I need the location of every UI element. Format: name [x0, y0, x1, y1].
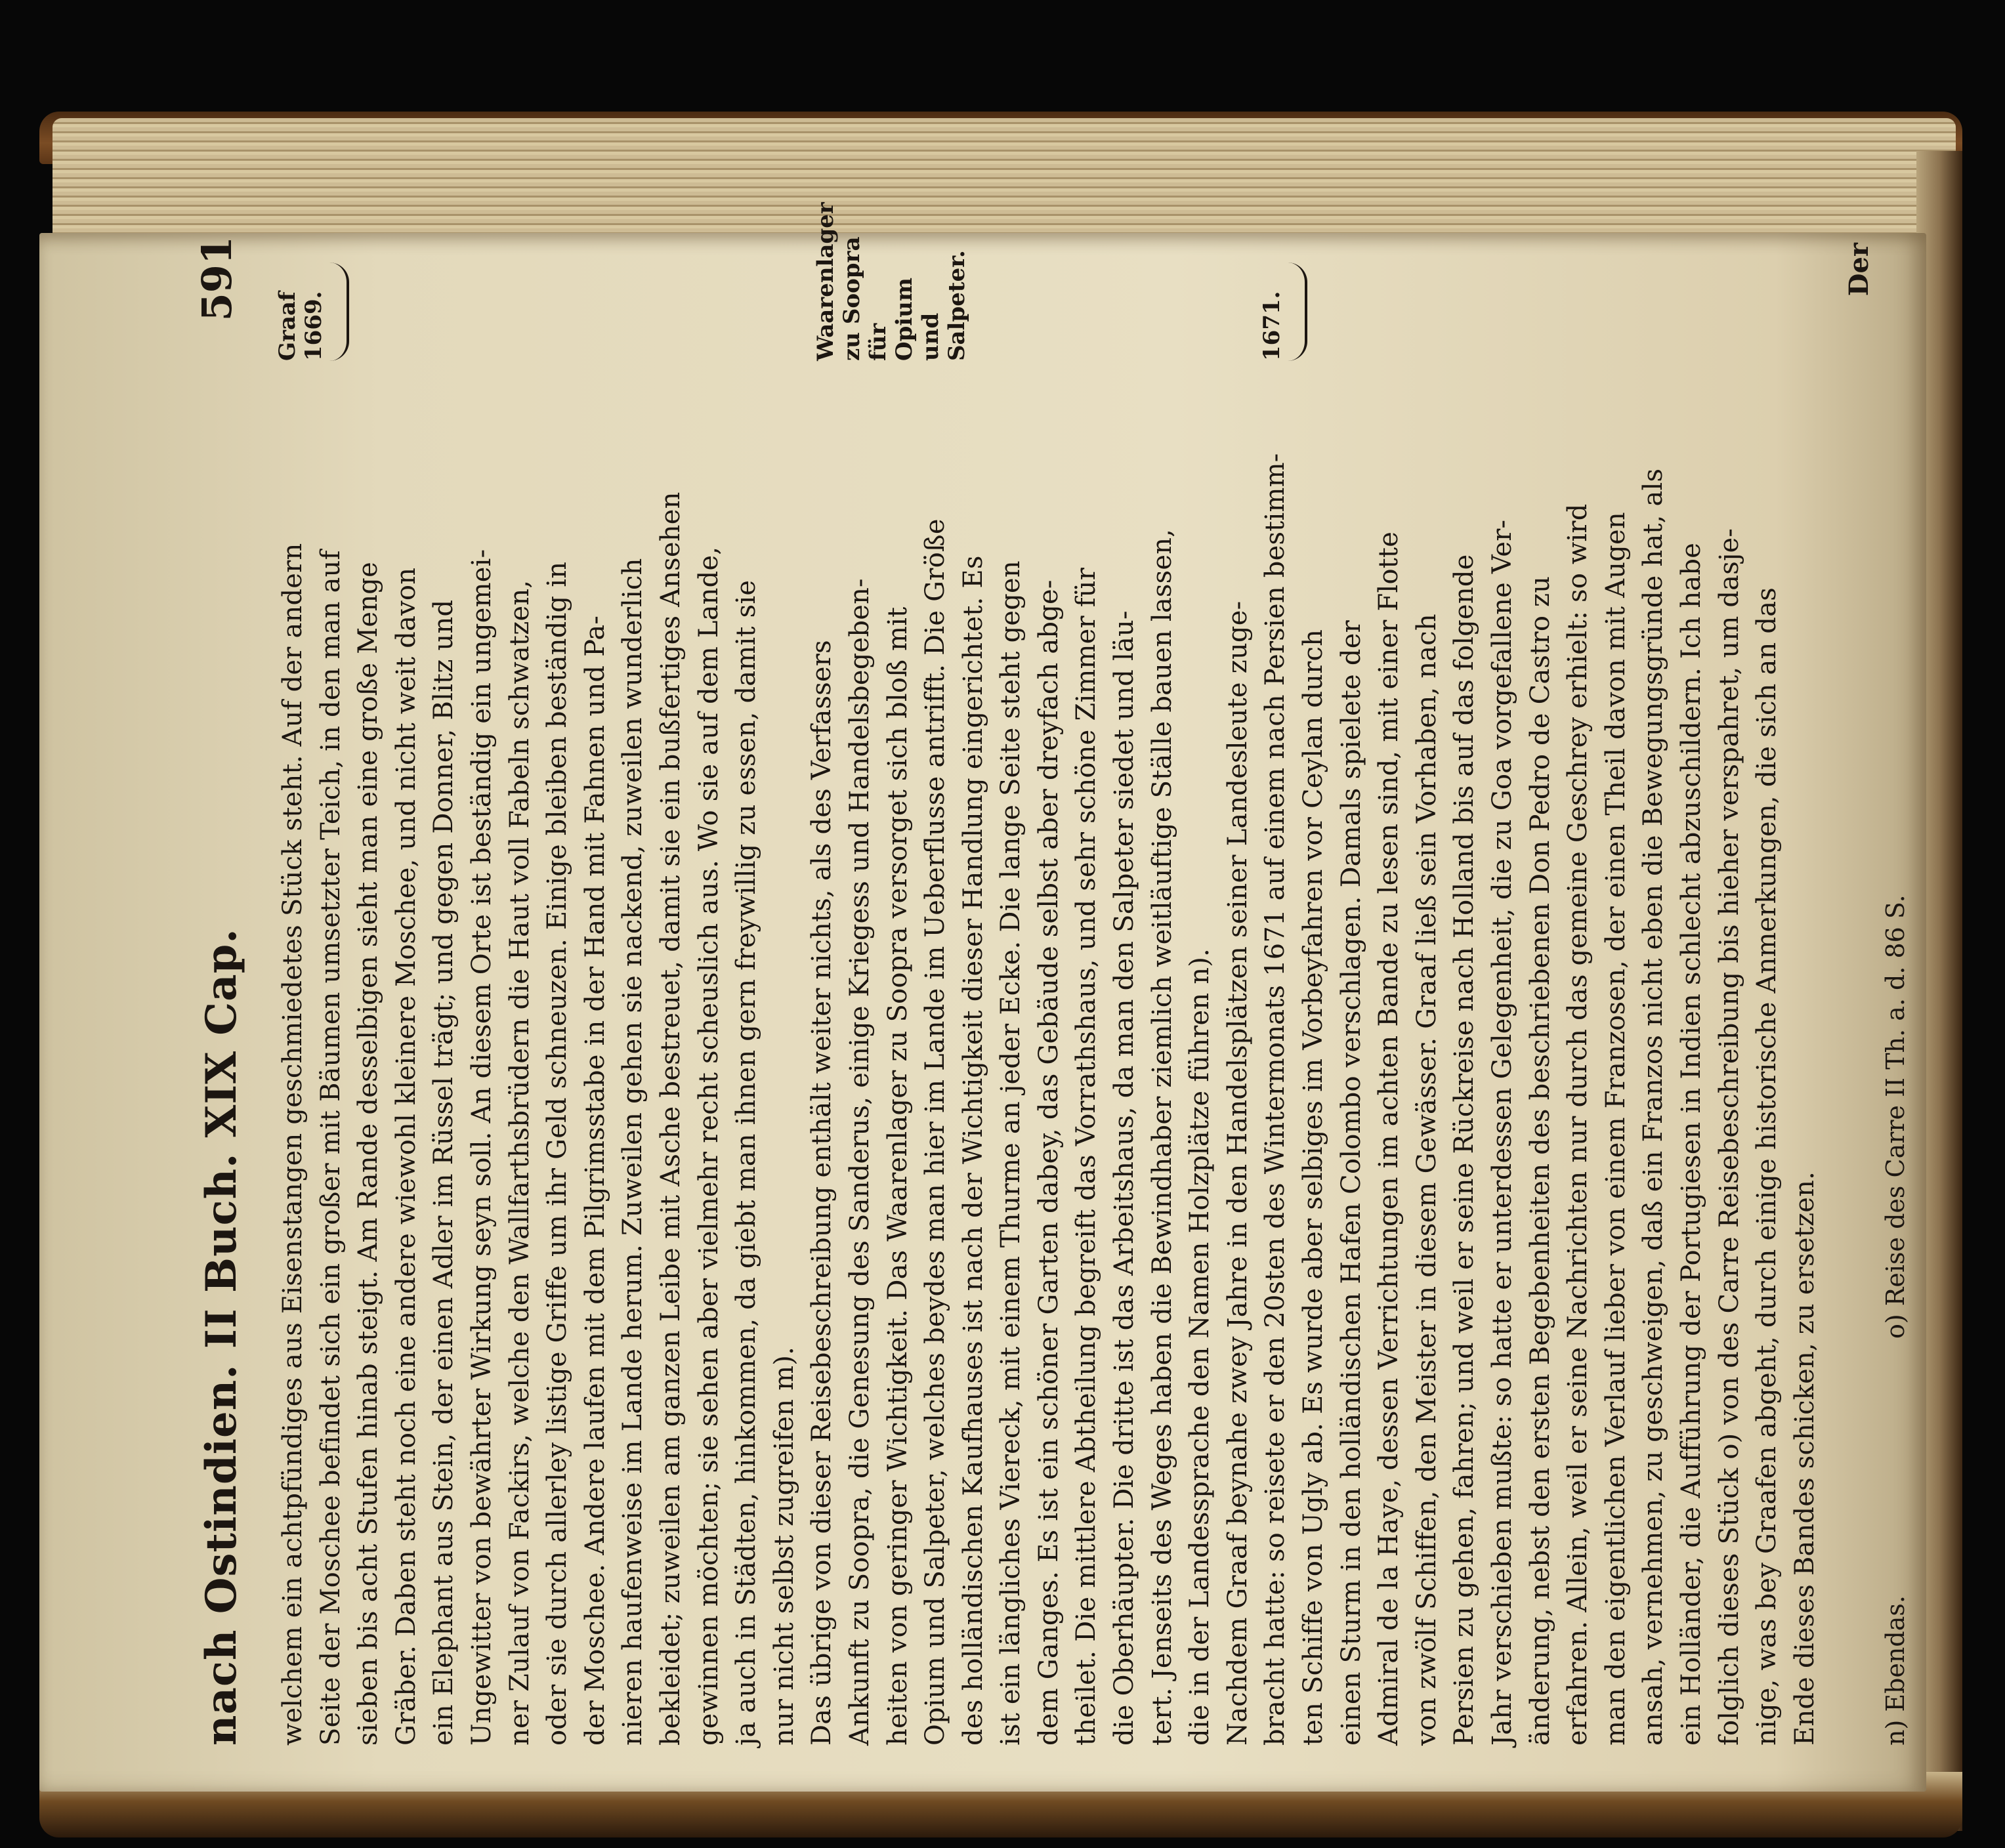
page-header: [193, 236, 274, 1746]
text-line: Admiral de la Haye, dessen Verrichtungen im achten Bande zu lesen sind, mit einer Flotte: [1374, 531, 1404, 1746]
margin-note-text: Graaf 1669.: [274, 291, 327, 361]
page-number: 591: [193, 236, 241, 322]
text-block: [193, 202, 1920, 1746]
text-line: Nachdem Graaf beynahe zwey Jahre in den Handelsplätzen seiner Landesleute zuge-: [1222, 600, 1253, 1746]
footnote-n: n) Ebendas.: [1881, 1595, 1910, 1746]
text-line: die Oberhäupter. Die dritte ist das Arbeitshaus, da man den Salpeter siedet und läu-: [1109, 610, 1140, 1746]
text-line: welchem ein achtpfündiges aus Eisenstangen geschmiedetes Stück steht. Auf der andern: [278, 543, 308, 1746]
brace-mark: [1288, 262, 1307, 361]
margin-note-graaf-1669: [274, 236, 349, 361]
text-line: ja auch in Städten, hinkommen, da giebt man ihnen gern freywillig zu essen, damit sie: [731, 579, 762, 1746]
text-line: bracht hatte: so reisete er den 20sten des Wintermonats 1671 auf einem nach Persien bestimm-: [1260, 453, 1291, 1746]
body-text: [274, 202, 1824, 1746]
margin-note-text: 1671.: [1259, 291, 1285, 361]
text-line: Ankunft zu Soopra, die Genesung des Sanderus, einige Kriegess und Handelsbegeben-: [844, 578, 875, 1746]
margin-note-text: Waarenlager zu Soopra für Opium und Salpeter.: [813, 202, 970, 361]
margin-note-warehouse: [813, 202, 970, 361]
text-line: heiten von geringer Wichtigkeit. Das Waarenlager zu Soopra versorget sich bloß mit: [882, 606, 913, 1746]
text-line: ten Schiffe von Ugly ab. Es wurde aber selbiges im Vorbeyfahren vor Ceylan durch: [1298, 629, 1329, 1746]
text-line: ein Holländer, die Aufführung der Portugiesen in Indien schlecht abzuschildern. Ich habe: [1676, 542, 1706, 1746]
text-line: Persien zu gehen, fahren; und weil er seine Rückreise nach Holland bis auf das folgende: [1449, 554, 1480, 1746]
text-line: von zwölf Schiffen, den Meister in diesem Gewässer. Graaf ließ sein Vorhaben, nach: [1411, 614, 1442, 1746]
text-line: oder sie durch allerley listige Griffe um ihr Geld schneuzen. Einige bleiben beständig in: [542, 561, 573, 1746]
text-line: erfahren. Allein, weil er seine Nachrichten nur durch das gemeine Geschrey erhielt: so wird: [1563, 503, 1593, 1746]
text-line: des holländischen Kaufhauses ist nach der Wichtigkeit dieser Handlung eingerichtet. Es: [958, 555, 988, 1746]
text-line: ansah, vernehmen, zu geschweigen, daß ein Franzos nicht eben die Bewegungsgründe hat, als: [1638, 468, 1669, 1746]
text-line: Ungewitter von bewährter Wirkung seyn soll. An diesem Orte ist beständig ein ungemei-: [466, 549, 497, 1746]
brace-mark: [329, 262, 349, 361]
text-line: nige, was bey Graafen abgeht, durch einige historische Anmerkungen, die sich an das: [1752, 587, 1783, 1746]
text-line: dem Ganges. Es ist ein schöner Garten dabey, das Gebäude selbst aber dreyfach abge-: [1033, 579, 1064, 1746]
footnotes: [1881, 236, 1920, 1746]
text-line: nieren haufenweise im Lande herum. Zuweilen gehen sie nackend, zuweilen wunderlich: [618, 558, 648, 1746]
catchword: Der: [1844, 243, 1875, 297]
text-line: Jahr verschieben mußte: so hatte er unterdessen Gelegenheit, die zu Goa vorgefallene Ver-: [1487, 519, 1517, 1746]
page-fore-edge: [53, 118, 1956, 249]
text-line: bekleidet; zuweilen am ganzen Leibe mit Asche bestreuet, damit sie ein bußfertiges Ansehen: [655, 492, 686, 1746]
running-head: nach Ostindien. II Buch. XIX Cap.: [197, 928, 246, 1746]
text-line: ist ein längliches Viereck, mit einem Thurme an jeder Ecke. Die lange Seite steht gegen: [996, 560, 1026, 1746]
text-line: einen Sturm in den holländischen Hafen Colombo verschlagen. Damals spielete der: [1336, 620, 1366, 1746]
text-line: ner Zulauf von Fackirs, welche den Wallfarthsbrüdern die Haut voll Fabeln schwatzen,: [504, 579, 535, 1746]
text-line: Ende dieses Bandes schicken, zu ersetzen.: [1789, 1171, 1820, 1746]
text-line: Seite der Moschee befindet sich ein großer mit Bäumen umsetzter Teich, in den man auf: [315, 550, 346, 1746]
text-line: änderung, nebst den ersten Begebenheiten des beschriebenen Don Pedro de Castro zu: [1525, 576, 1555, 1746]
text-line: man den eigentlichen Verlauf lieber von einem Franzosen, der einen Theil davon mit Augen: [1600, 512, 1631, 1746]
text-line: folglich dieses Stück o) von des Carre Reisebeschreibung bis hieher verspahret, um dasje-: [1714, 528, 1744, 1746]
text-line: gewinnen möchten; sie sehen aber vielmehr recht scheuslich aus. Wo sie auf dem Lande,: [693, 546, 724, 1746]
text-line: Opium und Salpeter, welches beydes man hier im Lande im Ueberflusse antrifft. Die Größe: [920, 518, 951, 1746]
text-line: Gräber. Daben steht noch eine andere wiewohl kleinere Moschee, und nicht weit davon: [390, 567, 421, 1746]
text-line: ein Elephant aus Stein, der einen Adler im Rüssel trägt; und gegen Donner, Blitz und: [429, 599, 459, 1746]
text-line: Das übrige von dieser Reisebeschreibung enthält weiter nichts, als des Verfassers: [807, 640, 837, 1746]
footnote-o: o) Reise des Carre II Th. a. d. 86 S.: [1881, 894, 1910, 1339]
text-line: nur nicht selbst zugreifen m).: [769, 1346, 799, 1746]
text-line: tert. Jenseits des Weges haben die Bewindhaber ziemlich weitläuftige Ställe bauen lassen,: [1147, 528, 1177, 1746]
text-line: die in der Landessprache den Namen Holzplätze führen n).: [1185, 948, 1215, 1746]
margin-note-1671: [1259, 236, 1307, 361]
text-line: der Moschee. Andere laufen mit dem Pilgrimsstabe in der Hand mit Fahnen und Pa-: [580, 615, 610, 1746]
text-line: theilet. Die mittlere Abtheilung begreift das Vorrathshaus, und sehr schöne Zimmer für: [1071, 567, 1102, 1746]
text-line: sieben bis acht Stufen hinab steigt. Am Rande desselbigen sieht man eine große Menge: [353, 562, 384, 1746]
